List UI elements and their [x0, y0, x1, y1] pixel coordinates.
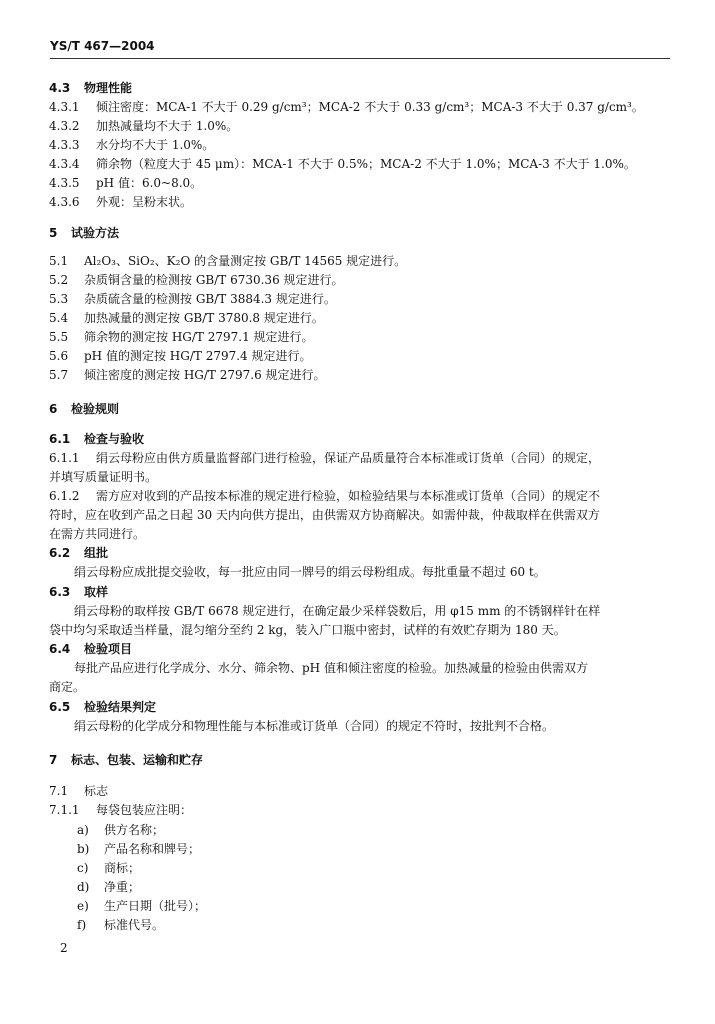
list-item-text: 净重；: [104, 880, 141, 894]
clause-text: 杂质铜含量的检测按 GB/T 6730.36 规定进行。: [84, 273, 344, 287]
clause-number: 4.3.5: [49, 176, 80, 190]
clause-number: 4.3.3: [49, 138, 80, 152]
clause-number: 5.2: [49, 273, 69, 287]
clause-text: 水分均不大于 1.0%。: [96, 138, 215, 152]
section-title: 检验规则: [71, 402, 120, 416]
list-item-text: 生产日期（批号）；: [104, 899, 207, 913]
header-rule: [50, 58, 670, 59]
page-number: 2: [60, 941, 68, 955]
section-title: 标志: [84, 784, 109, 798]
clause-text: 加热减量均不大于 1.0%。: [96, 119, 239, 133]
clause-text: Al₂O₃、SiO₂、K₂O 的含量测定按 GB/T 14565 规定进行。: [84, 254, 407, 268]
clause-number: 4.3.4: [49, 157, 80, 171]
list-item-text: 标准代号。: [104, 918, 165, 932]
clause-text: 筛余物（粒度大于 45 μm）：MCA-1 不大于 0.5%；MCA-2 不大于 1.0%；MCA-3 不大于 1.0%。: [96, 157, 636, 171]
clause-text: 在需方共同进行。: [49, 527, 146, 541]
clause-text: 每批产品应进行化学成分、水分、筛余物、pH 值和倾注密度的检验。加热减量的检验由供需双方: [74, 661, 588, 675]
section-title: 试验方法: [71, 226, 120, 240]
section-title: 物理性能: [84, 81, 133, 95]
section-title: 标志、包装、运输和贮存: [71, 753, 204, 767]
section-title: 检查与验收: [84, 432, 145, 446]
section-number: 7.1: [49, 784, 69, 798]
clause-text: pH 值的测定按 HG/T 2797.4 规定进行。: [84, 349, 312, 363]
section-number: 6.1: [49, 432, 71, 446]
list-item-label: a): [77, 823, 89, 837]
clause-number: 6.1.2: [49, 489, 80, 503]
clause-number: 4.3.2: [49, 119, 80, 133]
section-number: 6.2: [49, 546, 71, 560]
list-item-text: 产品名称和牌号；: [104, 842, 201, 856]
clause-number: 4.3.6: [49, 195, 80, 209]
clause-text: 倾注密度：MCA-1 不大于 0.29 g/cm³；MCA-2 不大于 0.33 g/cm³；MCA-3 不大于 0.37 g/cm³。: [96, 100, 644, 114]
section-number: 7: [49, 753, 58, 767]
clause-text: pH 值：6.0~8.0。: [96, 176, 203, 190]
section-number: 4.3: [49, 81, 71, 95]
clause-text: 杂质硫含量的检测按 GB/T 3884.3 规定进行。: [84, 292, 336, 306]
clause-text: 并填写质量证明书。: [49, 470, 158, 484]
list-item-label: b): [77, 842, 90, 856]
clause-number: 5.4: [49, 311, 69, 325]
clause-number: 4.3.1: [49, 100, 80, 114]
section-title: 检验项目: [84, 642, 133, 656]
clause-text: 袋中均匀采取适当样量，混匀缩分至约 2 kg，装入广口瓶中密封，试样的有效贮存期为 180 天。: [49, 623, 566, 637]
clause-text: 外观：呈粉末状。: [96, 195, 193, 209]
clause-number: 6.1.1: [49, 451, 80, 465]
clause-text: 绢云母粉的取样按 GB/T 6678 规定进行，在确定最少采样袋数后，用 φ15 mm 的不锈钢样针在样: [74, 604, 601, 618]
clause-text: 需方应对收到的产品按本标准的规定进行检验，如检验结果与本标准或订货单（合同）的规定不: [96, 489, 601, 503]
clause-number: 7.1.1: [49, 803, 80, 817]
section-number: 5: [49, 226, 58, 240]
section-title: 检验结果判定: [84, 700, 157, 714]
clause-text: 绢云母粉应成批提交验收，每一批应由同一牌号的绢云母粉组成。每批重量不超过 60 t。: [74, 565, 546, 579]
clause-text: 筛余物的测定按 HG/T 2797.1 规定进行。: [84, 330, 314, 344]
clause-number: 5.7: [49, 368, 69, 382]
list-item-text: 商标；: [104, 861, 141, 875]
clause-text: 倾注密度的测定按 HG/T 2797.6 规定进行。: [84, 368, 326, 382]
section-title: 取样: [84, 585, 109, 599]
clause-number: 5.3: [49, 292, 69, 306]
list-item-label: c): [77, 861, 89, 875]
clause-number: 5.1: [49, 254, 69, 268]
section-number: 6.5: [49, 700, 71, 714]
list-item-label: e): [77, 899, 89, 913]
clause-text: 加热减量的测定按 GB/T 3780.8 规定进行。: [84, 311, 324, 325]
list-item-label: f): [77, 918, 87, 932]
clause-number: 5.6: [49, 349, 69, 363]
clause-text: 绢云母粉的化学成分和物理性能与本标准或订货单（合同）的规定不符时，按批判不合格。: [74, 719, 555, 733]
section-number: 6: [49, 402, 58, 416]
section-number: 6.4: [49, 642, 71, 656]
clause-text: 商定。: [49, 680, 86, 694]
section-number: 6.3: [49, 585, 71, 599]
clause-text: 绢云母粉应由供方质量监督部门进行检验，保证产品质量符合本标准或订货单（合同）的规定，: [96, 451, 601, 465]
list-item-label: d): [77, 880, 90, 894]
document-code: YS/T 467—2004: [50, 39, 155, 53]
clause-number: 5.5: [49, 330, 69, 344]
section-title: 组批: [84, 546, 109, 560]
clause-text: 每袋包装应注明：: [96, 803, 193, 817]
list-item-text: 供方名称；: [104, 823, 165, 837]
clause-text: 符时，应在收到产品之日起 30 天内向供方提出，由供需双方协商解决。如需仲裁，仲裁取样在供需双方: [49, 508, 600, 522]
